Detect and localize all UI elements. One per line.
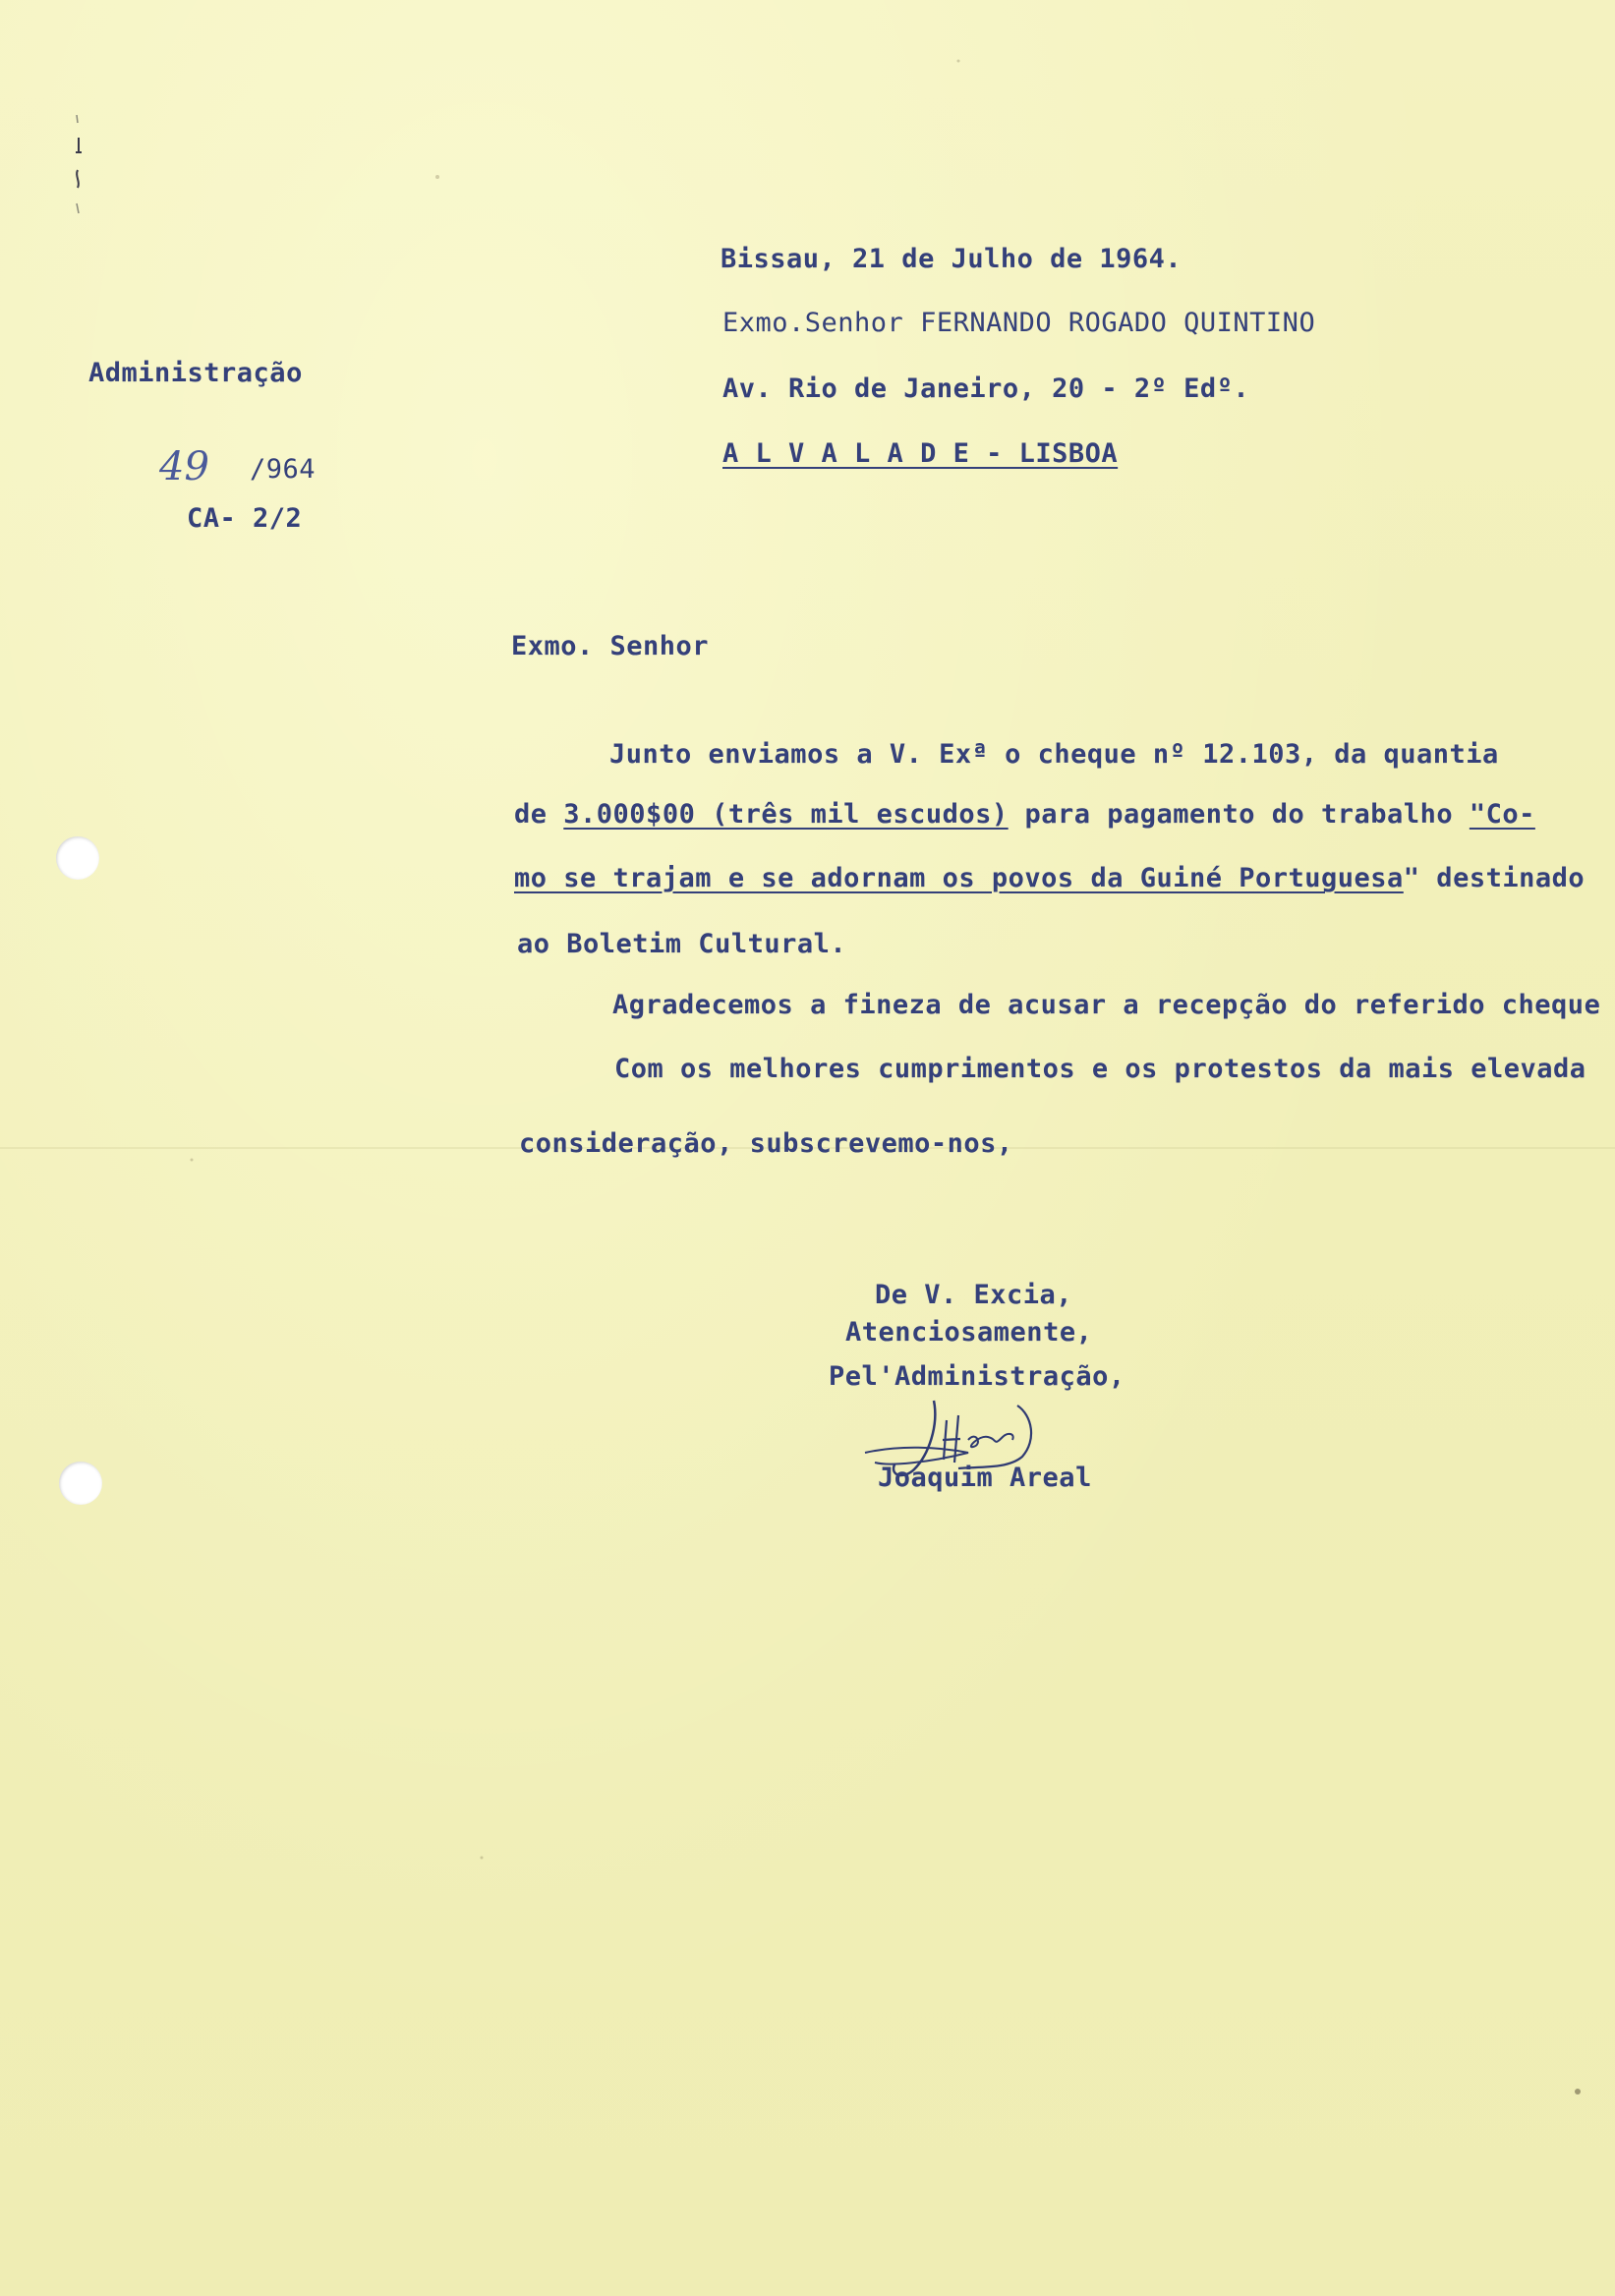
cheque-amount: 3.000$00 (três mil escudos) [563,799,1009,830]
reference-year: /964 [250,454,317,485]
text-fragment: " destinado [1403,863,1586,893]
body-paragraph-1-line-2 [514,799,1535,830]
body-paragraph-1-line-4: ao Boletim Cultural. [517,929,847,959]
work-title-end: mo se trajam e se adornam os povos da Guiné Portuguesa [514,863,1404,893]
reference-number-handwritten: 49 [159,444,209,489]
text-fragment: para pagamento do trabalho [1008,799,1470,830]
department-label: Administração [88,358,303,388]
addressee-city: A L V A L A D E - LISBOA [722,438,1119,469]
place-date: Bissau, 21 de Julho de 1964. [721,244,1182,274]
body-paragraph-3-line-1: Com os melhores cumprimentos e os protestos da mais elevada [614,1054,1586,1084]
margin-pencil-marks [69,113,88,221]
text-fragment: de [514,799,564,830]
punch-hole-bottom [59,1462,102,1505]
body-paragraph-3-line-2: consideração, subscrevemo-nos, [519,1128,1013,1159]
closing-line-3: Pel'Administração, [829,1361,1125,1392]
reference-code: CA- 2/2 [187,503,303,534]
salutation: Exmo. Senhor [511,631,710,661]
punch-hole-top [56,836,99,880]
closing-line-1: De V. Excia, [875,1280,1073,1310]
work-title-start: "Co- [1469,799,1535,830]
body-paragraph-1-line-3 [514,863,1585,893]
body-paragraph-2: Agradecemos a fineza de acusar a recepção do referido cheque [612,990,1601,1020]
signer-name: Joaquim Areal [878,1463,1092,1493]
addressee-name: Exmo.Senhor FERNANDO ROGADO QUINTINO [722,308,1316,338]
addressee-street: Av. Rio de Janeiro, 20 - 2º Edº. [722,373,1250,404]
closing-line-2: Atenciosamente, [845,1317,1093,1348]
body-paragraph-1-line-1: Junto enviamos a V. Exª o cheque nº 12.103, da quantia [609,739,1499,770]
